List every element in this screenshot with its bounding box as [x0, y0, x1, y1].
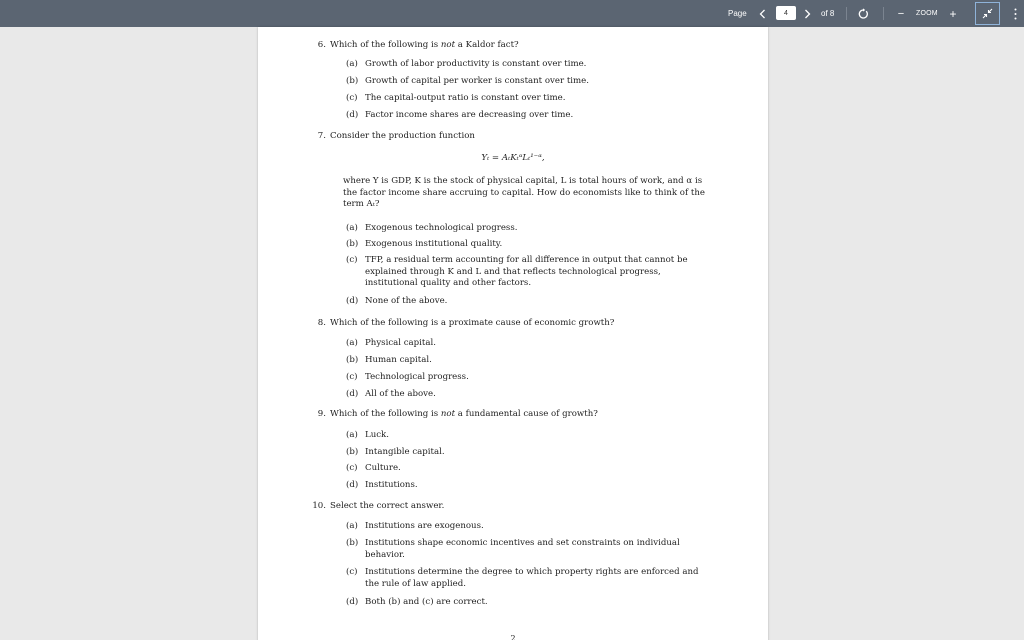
option-label: (d)	[346, 389, 359, 399]
option-label: (c)	[346, 372, 358, 382]
stem-emphasis: not	[440, 40, 456, 50]
option-label: (d)	[346, 110, 359, 120]
option-label: (a)	[346, 59, 358, 69]
option-text: Human capital.	[365, 355, 432, 365]
option-text: Institutions are exogenous.	[365, 521, 484, 531]
question-paragraph: where Y is GDP, K is the stock of physical capital, L is total hours of work, and α is the factor income share accruing to capital. How do economists like to think of the term Aₜ?	[343, 176, 705, 209]
option-label: (d)	[346, 597, 359, 607]
option-text: Exogenous institutional quality.	[365, 239, 503, 249]
option-text: Luck.	[365, 430, 389, 440]
option-text: Intangible capital.	[365, 447, 445, 457]
toolbar-divider	[883, 7, 884, 20]
option-text: Physical capital.	[365, 338, 436, 348]
option-label: (b)	[346, 447, 359, 457]
question-8	[317, 318, 710, 330]
question-number: 7.	[317, 131, 326, 141]
option-text: TFP, a residual term accounting for all difference in output that cannot be explained through K and L and that reflects technological progress, institutional quality and other factors.	[365, 255, 688, 288]
fit-page-button[interactable]	[975, 2, 1000, 25]
option-label: (b)	[346, 355, 359, 365]
option-label: (a)	[346, 223, 358, 233]
option-text: The capital-output ratio is constant over time.	[365, 93, 566, 103]
more-options-button[interactable]	[1009, 0, 1021, 27]
option-label: (b)	[346, 538, 359, 548]
option-label: (b)	[346, 239, 359, 249]
option-text: Growth of labor productivity is constant over time.	[365, 59, 587, 69]
option-label: (a)	[346, 430, 358, 440]
question-7	[317, 131, 710, 143]
question-stem: Which of the following is a proximate cause of economic growth?	[330, 318, 615, 328]
option-label: (d)	[346, 480, 359, 490]
stem-emphasis: not	[440, 409, 456, 419]
rotate-button[interactable]	[853, 0, 873, 27]
next-page-button[interactable]	[801, 0, 813, 27]
option-label: (c)	[346, 463, 358, 473]
stem-text: Which of the following is	[330, 40, 441, 50]
question-10	[312, 501, 710, 513]
zoom-in-button[interactable]: +	[949, 6, 957, 21]
option-label: (d)	[346, 296, 359, 306]
option-text: Growth of capital per worker is constant over time.	[365, 76, 589, 86]
more-vertical-icon	[1014, 8, 1017, 20]
option-text: All of the above.	[365, 389, 436, 399]
stem-text: a Kaldor fact?	[455, 40, 519, 50]
question-number: 8.	[317, 318, 326, 328]
zoom-label: ZOOM	[916, 10, 938, 17]
option-label: (c)	[346, 255, 358, 265]
question-stem	[330, 409, 598, 419]
question-number: 9.	[317, 409, 326, 419]
stem-text: a fundamental cause of growth?	[455, 409, 598, 419]
toolbar-divider	[846, 7, 847, 20]
option-text: Technological progress.	[365, 372, 469, 382]
stem-text: Which of the following is	[330, 409, 441, 419]
option-label: (a)	[346, 521, 358, 531]
question-number: 6.	[317, 40, 326, 50]
question-number: 10.	[312, 501, 326, 511]
option-label: (c)	[346, 567, 358, 577]
page-count-label: of 8	[821, 9, 835, 18]
option-label: (a)	[346, 338, 358, 348]
option-text: Institutions.	[365, 480, 418, 490]
zoom-out-button[interactable]: −	[897, 7, 905, 20]
question-stem: Select the correct answer.	[330, 501, 445, 511]
rotate-icon	[857, 8, 869, 20]
question-stem: Consider the production function	[330, 131, 475, 141]
option-text: Exogenous technological progress.	[365, 223, 518, 233]
option-label: (c)	[346, 93, 358, 103]
question-stem	[330, 40, 519, 50]
option-text: None of the above.	[365, 296, 448, 306]
chevron-left-icon	[759, 9, 766, 19]
question-6	[317, 40, 710, 52]
chevron-right-icon	[804, 9, 811, 19]
option-text: Institutions shape economic incentives and set constraints on individual behavior.	[365, 538, 680, 560]
document-page	[258, 27, 768, 640]
option-label: (b)	[346, 76, 359, 86]
question-9	[317, 409, 710, 421]
production-function-formula: Yₜ = AₜKₜᵅLₜ¹⁻ᵅ,	[481, 153, 545, 163]
option-text: Factor income shares are decreasing over time.	[365, 110, 574, 120]
page-number-input[interactable]	[776, 6, 796, 20]
page-footer-number: 2	[510, 634, 516, 640]
option-text: Institutions determine the degree to which property rights are enforced and the rule of law applied.	[365, 567, 699, 589]
pdf-toolbar	[0, 0, 1024, 27]
page-label: Page	[728, 9, 747, 18]
collapse-icon	[982, 8, 993, 19]
option-text: Both (b) and (c) are correct.	[365, 597, 488, 607]
option-text: Culture.	[365, 463, 401, 473]
previous-page-button[interactable]	[756, 0, 768, 27]
